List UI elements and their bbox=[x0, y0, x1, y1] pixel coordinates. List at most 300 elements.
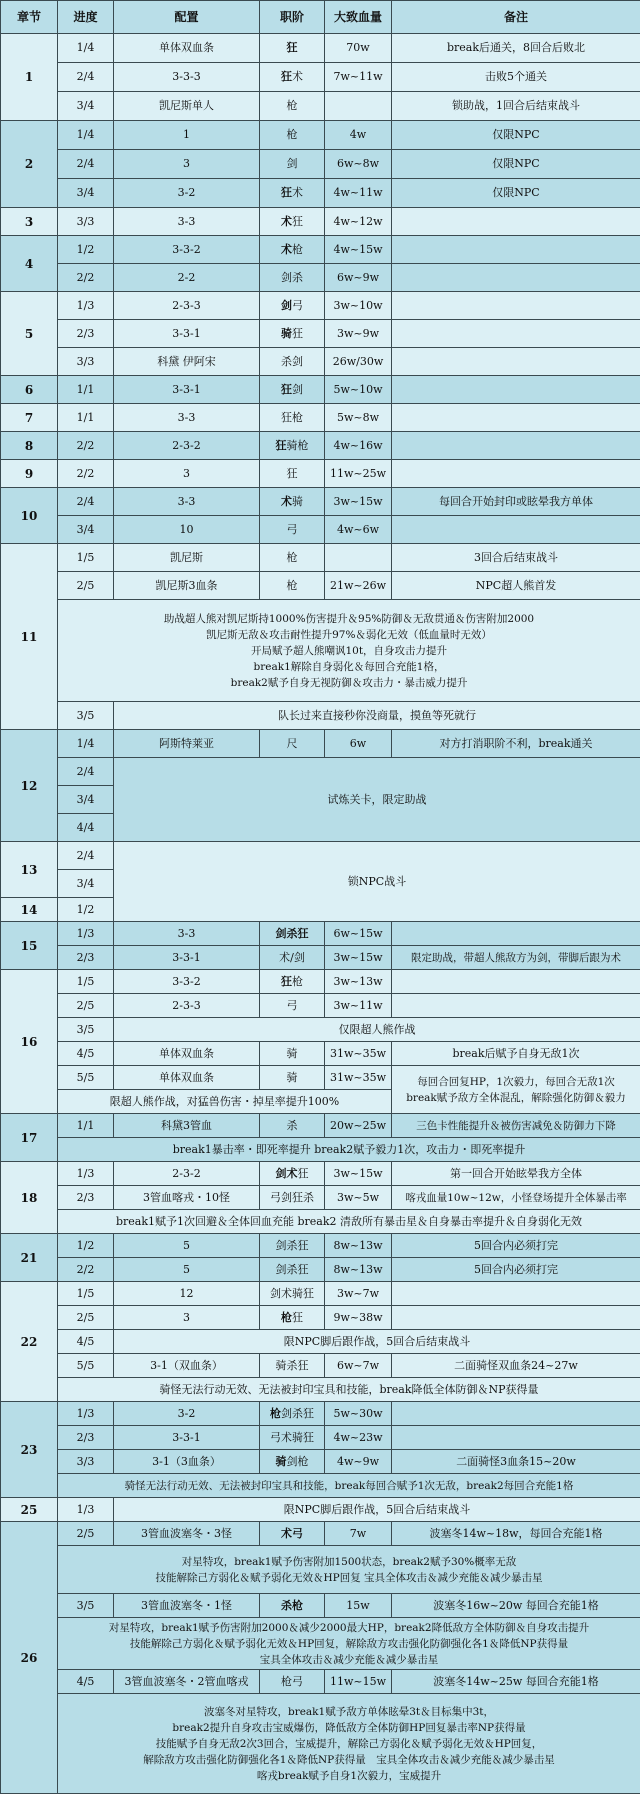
table-row bbox=[1, 488, 640, 516]
progress-cell: 3/4 bbox=[58, 516, 114, 544]
config-cell: 3-3 bbox=[114, 208, 260, 236]
config-cell: 3-2 bbox=[114, 1402, 260, 1426]
hp-cell: 31w~35w bbox=[325, 1042, 392, 1066]
note-cell bbox=[392, 1306, 640, 1330]
class-cell: 尺 bbox=[260, 730, 325, 758]
config-cell: 3 bbox=[114, 1306, 260, 1330]
progress-cell: 2/5 bbox=[58, 994, 114, 1018]
progress-cell: 5/5 bbox=[58, 1354, 114, 1378]
config-cell: 凯尼斯单人 bbox=[114, 92, 260, 121]
config-cell: 科黛3管血 bbox=[114, 1114, 260, 1138]
hp-cell: 4w~11w bbox=[325, 179, 392, 208]
class-cell: 狂 bbox=[260, 460, 325, 488]
detail-cell: 助战超人熊对凯尼斯持1000%伤害提升＆95%防御＆无敌贯通＆伤害附加2000 凯尼斯无敌＆攻击耐性提升97%＆弱化无效（低血量时无效） 开局赋予超人熊嘲讽10t，自身攻击力提升 break1解除自身弱化＆每回合充能1格， break2赋予自身无视防御＆攻击力・暴击威力提升 bbox=[58, 600, 640, 702]
table-row bbox=[1, 1450, 640, 1474]
class-cell: 枪 bbox=[260, 92, 325, 121]
note-cell: 波塞冬14w~18w，每回合充能1格 bbox=[392, 1522, 640, 1546]
class-cell: 弓术骑狂 bbox=[260, 1426, 325, 1450]
config-cell: 3-1（双血条） bbox=[114, 1354, 260, 1378]
class-cell: 枪狂 bbox=[260, 1306, 325, 1330]
progress-cell: 2/2 bbox=[58, 264, 114, 292]
note-cell: 队长过来直接秒你没商量，摸鱼等死就行 bbox=[114, 702, 640, 730]
chapter-cell: 8 bbox=[1, 432, 58, 460]
config-cell: 10 bbox=[114, 516, 260, 544]
hp-cell: 4w~23w bbox=[325, 1426, 392, 1450]
hp-cell: 6w~7w bbox=[325, 1354, 392, 1378]
progress-cell: 2/2 bbox=[58, 1258, 114, 1282]
class-cell: 狂枪 bbox=[260, 404, 325, 432]
note-cell bbox=[392, 460, 640, 488]
table-row bbox=[1, 572, 640, 600]
config-cell: 凯尼斯3血条 bbox=[114, 572, 260, 600]
hp-cell: 4w~9w bbox=[325, 1450, 392, 1474]
progress-cell: 1/1 bbox=[58, 1114, 114, 1138]
config-cell: 3管血波塞冬・3怪 bbox=[114, 1522, 260, 1546]
config-cell: 3-3-1 bbox=[114, 946, 260, 970]
config-cell: 科黛 伊阿宋 bbox=[114, 348, 260, 376]
table-row bbox=[1, 544, 640, 572]
table-row bbox=[1, 1066, 640, 1090]
note-cell bbox=[392, 1426, 640, 1450]
col-class: 职阶 bbox=[260, 1, 325, 34]
chapter-cell: 18 bbox=[1, 1162, 58, 1234]
table-row bbox=[1, 404, 640, 432]
hp-cell: 8w~13w bbox=[325, 1258, 392, 1282]
hp-cell: 11w~25w bbox=[325, 460, 392, 488]
progress-cell: 2/3 bbox=[58, 1426, 114, 1450]
detail-row bbox=[1, 1210, 640, 1234]
hp-cell: 6w~15w bbox=[325, 922, 392, 946]
note-cell: 仅限NPC bbox=[392, 121, 640, 150]
config-cell: 12 bbox=[114, 1282, 260, 1306]
note-cell bbox=[392, 208, 640, 236]
note-cell: 三色卡性能提升＆被伤害减免＆防御力下降 bbox=[392, 1114, 640, 1138]
config-cell: 3管血喀戎・10怪 bbox=[114, 1186, 260, 1210]
table-row bbox=[1, 460, 640, 488]
table-row bbox=[1, 922, 640, 946]
progress-cell: 3/4 bbox=[58, 179, 114, 208]
merged-note-cell: 锁NPC战斗 bbox=[114, 842, 640, 922]
progress-cell: 3/3 bbox=[58, 1450, 114, 1474]
table-row bbox=[1, 236, 640, 264]
note-cell bbox=[392, 376, 640, 404]
table-row bbox=[1, 208, 640, 236]
hp-cell: 3w~11w bbox=[325, 994, 392, 1018]
class-cell: 狂术 bbox=[260, 179, 325, 208]
note-cell bbox=[392, 432, 640, 460]
progress-cell: 1/2 bbox=[58, 1234, 114, 1258]
hp-cell: 9w~38w bbox=[325, 1306, 392, 1330]
hp-cell: 4w bbox=[325, 121, 392, 150]
note-cell: NPC超人熊首发 bbox=[392, 572, 640, 600]
hp-cell: 4w~6w bbox=[325, 516, 392, 544]
progress-cell: 1/5 bbox=[58, 970, 114, 994]
chapter-cell: 26 bbox=[1, 1522, 58, 1794]
table-row bbox=[1, 264, 640, 292]
hp-cell: 3w~5w bbox=[325, 1186, 392, 1210]
note-cell: 仅限NPC bbox=[392, 179, 640, 208]
class-cell: 术骑 bbox=[260, 488, 325, 516]
note-cell bbox=[392, 404, 640, 432]
note-cell: break后赋予自身无敌1次 bbox=[392, 1042, 640, 1066]
chapter-cell: 25 bbox=[1, 1498, 58, 1522]
chapter-cell: 11 bbox=[1, 544, 58, 730]
class-cell: 剑术狂 bbox=[260, 1162, 325, 1186]
progress-cell: 3/3 bbox=[58, 348, 114, 376]
config-cell: 3-3-2 bbox=[114, 236, 260, 264]
progress-cell: 2/4 bbox=[58, 758, 114, 786]
table-row bbox=[1, 348, 640, 376]
class-cell: 剑杀 bbox=[260, 264, 325, 292]
table-row bbox=[1, 63, 640, 92]
class-cell: 杀枪 bbox=[260, 1594, 325, 1618]
hp-cell: 3w~10w bbox=[325, 292, 392, 320]
progress-cell: 3/5 bbox=[58, 1018, 114, 1042]
hp-cell: 3w~7w bbox=[325, 1282, 392, 1306]
col-notes: 备注 bbox=[392, 1, 640, 34]
progress-cell: 1/2 bbox=[58, 236, 114, 264]
hp-cell: 20w~25w bbox=[325, 1114, 392, 1138]
table-row bbox=[1, 34, 640, 63]
table-row bbox=[1, 946, 640, 970]
progress-cell: 2/4 bbox=[58, 842, 114, 870]
hp-cell: 7w~11w bbox=[325, 63, 392, 92]
note-cell bbox=[392, 970, 640, 994]
class-cell: 狂 bbox=[260, 34, 325, 63]
class-cell: 术枪 bbox=[260, 236, 325, 264]
progress-cell: 2/5 bbox=[58, 1306, 114, 1330]
note-cell: 二面骑怪双血条24~27w bbox=[392, 1354, 640, 1378]
detail-row bbox=[1, 1694, 640, 1794]
hp-cell: 5w~8w bbox=[325, 404, 392, 432]
class-cell: 剑杀狂 bbox=[260, 1234, 325, 1258]
note-cell: break后通关，8回合后败北 bbox=[392, 34, 640, 63]
progress-cell: 2/4 bbox=[58, 150, 114, 179]
class-cell: 弓剑狂杀 bbox=[260, 1186, 325, 1210]
progress-cell: 1/5 bbox=[58, 1282, 114, 1306]
config-cell: 3-3 bbox=[114, 922, 260, 946]
col-config: 配置 bbox=[114, 1, 260, 34]
class-cell: 剑 bbox=[260, 150, 325, 179]
detail-row bbox=[1, 1378, 640, 1402]
progress-cell: 1/4 bbox=[58, 34, 114, 63]
chapter-cell: 15 bbox=[1, 922, 58, 970]
note-cell: 二面骑怪3血条15~20w bbox=[392, 1450, 640, 1474]
class-cell: 狂枪 bbox=[260, 970, 325, 994]
progress-cell: 3/4 bbox=[58, 786, 114, 814]
progress-cell: 1/3 bbox=[58, 1162, 114, 1186]
config-cell: 2-3-2 bbox=[114, 432, 260, 460]
config-cell: 5 bbox=[114, 1258, 260, 1282]
hp-cell: 15w bbox=[325, 1594, 392, 1618]
detail-cell: 骑怪无法行动无效、无法被封印宝具和技能，break降低全体防御＆NP获得量 bbox=[58, 1378, 640, 1402]
class-cell: 骑狂 bbox=[260, 320, 325, 348]
config-cell: 3 bbox=[114, 150, 260, 179]
progress-cell: 1/3 bbox=[58, 1498, 114, 1522]
note-cell: 击败5个通关 bbox=[392, 63, 640, 92]
chapter-cell: 12 bbox=[1, 730, 58, 842]
progress-cell: 3/5 bbox=[58, 1594, 114, 1618]
config-cell: 2-2 bbox=[114, 264, 260, 292]
hp-cell: 4w~15w bbox=[325, 236, 392, 264]
note-cell bbox=[392, 292, 640, 320]
config-cell: 3-3 bbox=[114, 488, 260, 516]
hp-cell bbox=[325, 544, 392, 572]
progress-cell: 2/4 bbox=[58, 63, 114, 92]
note-cell: 对方打消职阶不利，break通关 bbox=[392, 730, 640, 758]
detail-row bbox=[1, 1138, 640, 1162]
progress-cell: 1/3 bbox=[58, 1402, 114, 1426]
table-row bbox=[1, 1162, 640, 1186]
table-row bbox=[1, 150, 640, 179]
progress-cell: 4/5 bbox=[58, 1330, 114, 1354]
hp-cell: 3w~13w bbox=[325, 970, 392, 994]
config-cell: 3-3 bbox=[114, 404, 260, 432]
class-cell: 狂骑枪 bbox=[260, 432, 325, 460]
config-cell: 2-3-3 bbox=[114, 994, 260, 1018]
table-row bbox=[1, 1522, 640, 1546]
hp-cell: 3w~15w bbox=[325, 1162, 392, 1186]
config-cell: 5 bbox=[114, 1234, 260, 1258]
config-cell: 3-1（3血条） bbox=[114, 1450, 260, 1474]
config-cell: 3-2 bbox=[114, 179, 260, 208]
progress-cell: 2/3 bbox=[58, 946, 114, 970]
class-cell: 术狂 bbox=[260, 208, 325, 236]
chapter-cell: 22 bbox=[1, 1282, 58, 1402]
progress-cell: 2/5 bbox=[58, 1522, 114, 1546]
hp-cell: 4w~16w bbox=[325, 432, 392, 460]
note-cell bbox=[392, 516, 640, 544]
note-cell: 5回合内必须打完 bbox=[392, 1258, 640, 1282]
detail-cell: break1赋予1次回避＆全体回血充能 break2 清敌所有暴击星＆自身暴击率提升＆自身弱化无效 bbox=[58, 1210, 640, 1234]
note-cell: 每回合开始封印或眩晕我方单体 bbox=[392, 488, 640, 516]
chapter-cell: 14 bbox=[1, 898, 58, 922]
progress-cell: 3/5 bbox=[58, 702, 114, 730]
class-cell: 剑杀狂 bbox=[260, 1258, 325, 1282]
detail-cell: 骑怪无法行动无效、无法被封印宝具和技能，break每回合赋予1次无敌，break2每回合充能1格 bbox=[58, 1474, 640, 1498]
chapter-cell: 9 bbox=[1, 460, 58, 488]
progress-cell: 1/1 bbox=[58, 376, 114, 404]
detail-row bbox=[1, 600, 640, 702]
table-row bbox=[1, 1282, 640, 1306]
progress-cell: 1/1 bbox=[58, 404, 114, 432]
table-row bbox=[1, 1402, 640, 1426]
note-cell: 3回合后结束战斗 bbox=[392, 544, 640, 572]
note-cell: 限NPC脚后跟作战，5回合后结束战斗 bbox=[114, 1498, 640, 1522]
table-row bbox=[1, 376, 640, 404]
config-cell: 3管血波塞冬・1怪 bbox=[114, 1594, 260, 1618]
table-row bbox=[1, 994, 640, 1018]
config-cell: 单体双血条 bbox=[114, 1042, 260, 1066]
table-row bbox=[1, 758, 640, 786]
progress-cell: 4/5 bbox=[58, 1670, 114, 1694]
note-cell bbox=[392, 994, 640, 1018]
col-hp: 大致血量 bbox=[325, 1, 392, 34]
table-row bbox=[1, 1594, 640, 1618]
detail-row bbox=[1, 1618, 640, 1670]
col-chapter: 章节 bbox=[1, 1, 58, 34]
detail-cell: 限超人熊作战，对猛兽伤害・掉星率提升100% bbox=[58, 1090, 392, 1114]
hp-cell: 31w~35w bbox=[325, 1066, 392, 1090]
table-row bbox=[1, 730, 640, 758]
class-cell: 骑杀狂 bbox=[260, 1354, 325, 1378]
config-cell: 单体双血条 bbox=[114, 1066, 260, 1090]
detail-cell: 波塞冬对星特攻，break1赋予敌方单体眩晕3t＆目标集中3t， break2提升自身攻击宝威爆伤，降低敌方全体防御HP回复暴击率NP获得量 技能赋予自身无敌2次3回合，宝威提升，解除己方弱化＆赋予弱化无效＆HP回复， 解除敌方攻击强化防御强化各1＆降低NP获得量 宝具全体攻击＆减少充能＆减少暴击星 喀戎break赋予自身1次毅力，宝威提升 bbox=[58, 1694, 640, 1794]
note-cell bbox=[392, 320, 640, 348]
table-row bbox=[1, 842, 640, 870]
detail-cell: 对星特攻，break1赋予伤害附加1500状态，break2赋予30%概率无敌 技能解除己方弱化＆赋予弱化无效＆HP回复 宝具全体攻击＆减少充能＆减少暴击星 bbox=[58, 1546, 640, 1594]
config-cell: 3-3-1 bbox=[114, 1426, 260, 1450]
table-row bbox=[1, 1426, 640, 1450]
chapter-cell: 16 bbox=[1, 970, 58, 1114]
note-cell: 锁助战，1回合后结束战斗 bbox=[392, 92, 640, 121]
class-cell: 狂术 bbox=[260, 63, 325, 92]
hp-cell: 26w/30w bbox=[325, 348, 392, 376]
detail-cell: 对星特攻，break1赋予伤害附加2000＆减少2000最大HP，break2降低敌方全体防御＆自身攻击提升 技能解除己方弱化＆赋予弱化无效＆HP回复，解除敌方攻击强化防御强化各1＆降低NP获得量 宝具全体攻击＆减少充能＆减少暴击星 bbox=[58, 1618, 640, 1670]
table-row bbox=[1, 320, 640, 348]
table-row bbox=[1, 1498, 640, 1522]
chapter-cell: 7 bbox=[1, 404, 58, 432]
hp-cell: 4w~12w bbox=[325, 208, 392, 236]
chapter-cell: 1 bbox=[1, 34, 58, 121]
progress-cell: 2/3 bbox=[58, 1186, 114, 1210]
hp-cell: 6w~9w bbox=[325, 264, 392, 292]
chapter-cell: 13 bbox=[1, 842, 58, 898]
progress-cell: 3/4 bbox=[58, 92, 114, 121]
chapter-cell: 23 bbox=[1, 1402, 58, 1498]
class-cell: 术/剑 bbox=[260, 946, 325, 970]
hp-cell: 6w bbox=[325, 730, 392, 758]
hp-cell: 6w~8w bbox=[325, 150, 392, 179]
hp-cell: 3w~9w bbox=[325, 320, 392, 348]
class-cell: 弓 bbox=[260, 994, 325, 1018]
progress-cell: 2/2 bbox=[58, 432, 114, 460]
chapter-cell: 5 bbox=[1, 292, 58, 376]
progress-cell: 1/4 bbox=[58, 121, 114, 150]
table-row bbox=[1, 1018, 640, 1042]
progress-cell: 4/4 bbox=[58, 814, 114, 842]
progress-cell: 2/5 bbox=[58, 572, 114, 600]
detail-row bbox=[1, 1474, 640, 1498]
note-cell: 第一回合开始眩晕我方全体 bbox=[392, 1162, 640, 1186]
note-cell: 喀戎血量10w~12w，小怪登场提升全体暴击率 bbox=[392, 1186, 640, 1210]
hp-cell: 11w~15w bbox=[325, 1670, 392, 1694]
detail-cell: break1暴击率・即死率提升 break2赋予毅力1次，攻击力・即死率提升 bbox=[58, 1138, 640, 1162]
table-row bbox=[1, 432, 640, 460]
class-cell: 弓 bbox=[260, 516, 325, 544]
table-row bbox=[1, 1114, 640, 1138]
progress-cell: 2/4 bbox=[58, 488, 114, 516]
progress-cell: 1/3 bbox=[58, 922, 114, 946]
progress-cell: 4/5 bbox=[58, 1042, 114, 1066]
note-cell bbox=[392, 1402, 640, 1426]
progress-cell: 2/3 bbox=[58, 320, 114, 348]
hp-cell: 3w~15w bbox=[325, 488, 392, 516]
chapter-cell: 10 bbox=[1, 488, 58, 544]
hp-cell: 8w~13w bbox=[325, 1234, 392, 1258]
chapter-cell: 3 bbox=[1, 208, 58, 236]
table-row bbox=[1, 121, 640, 150]
note-cell: 仅限NPC bbox=[392, 150, 640, 179]
chapter-cell: 2 bbox=[1, 121, 58, 208]
chapter-cell: 6 bbox=[1, 376, 58, 404]
note-cell bbox=[392, 1282, 640, 1306]
progress-cell: 1/3 bbox=[58, 292, 114, 320]
hp-cell: 7w bbox=[325, 1522, 392, 1546]
table-row bbox=[1, 516, 640, 544]
progress-cell: 3/3 bbox=[58, 208, 114, 236]
table-row bbox=[1, 1186, 640, 1210]
config-cell: 3-3-1 bbox=[114, 376, 260, 404]
detail-row bbox=[1, 1546, 640, 1594]
table-row bbox=[1, 1258, 640, 1282]
note-cell bbox=[392, 236, 640, 264]
hp-cell: 70w bbox=[325, 34, 392, 63]
class-cell: 术弓 bbox=[260, 1522, 325, 1546]
table-row bbox=[1, 1042, 640, 1066]
note-cell: 限NPC脚后跟作战，5回合后结束战斗 bbox=[114, 1330, 640, 1354]
note-cell: 波塞冬14w~25w 每回合充能1格 bbox=[392, 1670, 640, 1694]
config-cell: 3管血波塞冬・2管血喀戎 bbox=[114, 1670, 260, 1694]
note-cell bbox=[392, 348, 640, 376]
class-cell: 狂剑 bbox=[260, 376, 325, 404]
merged-note-cell: 试炼关卡，限定助战 bbox=[114, 758, 640, 842]
hp-cell bbox=[325, 92, 392, 121]
class-cell: 杀剑 bbox=[260, 348, 325, 376]
config-cell: 阿斯特莱亚 bbox=[114, 730, 260, 758]
note-cell: 仅限超人熊作战 bbox=[114, 1018, 640, 1042]
table-row bbox=[1, 1306, 640, 1330]
config-cell: 2-3-3 bbox=[114, 292, 260, 320]
class-cell: 骑剑枪 bbox=[260, 1450, 325, 1474]
progress-cell: 2/2 bbox=[58, 460, 114, 488]
table-row bbox=[1, 1354, 640, 1378]
class-cell: 剑弓 bbox=[260, 292, 325, 320]
hp-cell: 5w~30w bbox=[325, 1402, 392, 1426]
chapter-cell: 17 bbox=[1, 1114, 58, 1162]
config-cell: 3-3-2 bbox=[114, 970, 260, 994]
class-cell: 枪 bbox=[260, 544, 325, 572]
table-row bbox=[1, 702, 640, 730]
hp-cell: 5w~10w bbox=[325, 376, 392, 404]
config-cell: 1 bbox=[114, 121, 260, 150]
note-cell bbox=[392, 264, 640, 292]
table-row bbox=[1, 92, 640, 121]
chapter-cell: 21 bbox=[1, 1234, 58, 1282]
config-cell: 3-3-3 bbox=[114, 63, 260, 92]
header-row bbox=[1, 1, 640, 34]
hp-cell: 3w~15w bbox=[325, 946, 392, 970]
config-cell: 凯尼斯 bbox=[114, 544, 260, 572]
class-cell: 骑 bbox=[260, 1042, 325, 1066]
table-row bbox=[1, 179, 640, 208]
class-cell: 枪 bbox=[260, 121, 325, 150]
note-cell: 波塞冬16w~20w 每回合充能1格 bbox=[392, 1594, 640, 1618]
config-cell: 2-3-2 bbox=[114, 1162, 260, 1186]
class-cell: 杀 bbox=[260, 1114, 325, 1138]
class-cell: 骑 bbox=[260, 1066, 325, 1090]
class-cell: 剑杀狂 bbox=[260, 922, 325, 946]
table-row bbox=[1, 970, 640, 994]
progress-cell: 5/5 bbox=[58, 1066, 114, 1090]
table-row bbox=[1, 292, 640, 320]
note-cell: 5回合内必须打完 bbox=[392, 1234, 640, 1258]
progress-cell: 1/2 bbox=[58, 898, 114, 922]
class-cell: 枪弓 bbox=[260, 1670, 325, 1694]
table-row bbox=[1, 1234, 640, 1258]
progress-cell: 3/4 bbox=[58, 870, 114, 898]
col-progress: 进度 bbox=[58, 1, 114, 34]
